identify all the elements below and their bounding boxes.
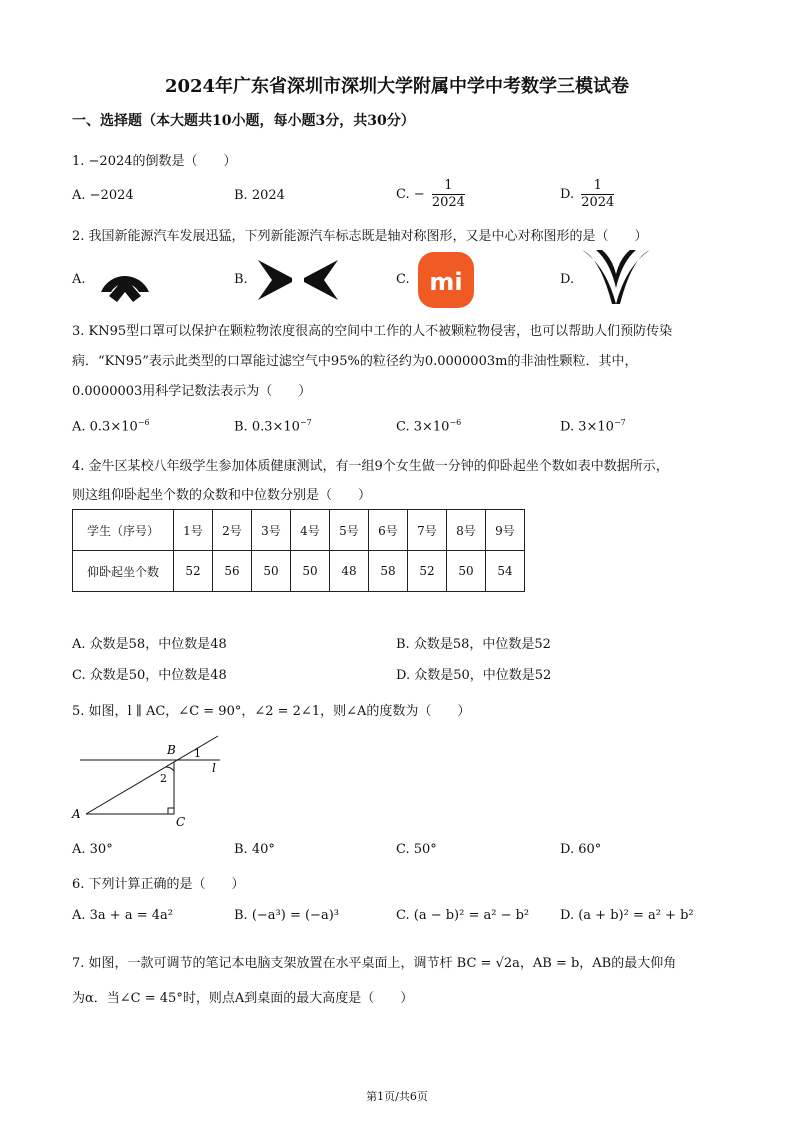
logo-xpeng-icon: [258, 258, 338, 302]
table-cell: 48: [330, 551, 369, 592]
table-cell: 52: [174, 551, 213, 592]
q1-option-d: D. $\frac{1}{2024}$: [560, 178, 615, 210]
table-header-row: [73, 510, 525, 551]
section-heading: 一、选择题（本大题共10小题，每小题3分，共30分）: [72, 113, 415, 129]
table-cell: 1号: [174, 510, 213, 551]
q3-option-a: A. $0.3\times 10^{-6}$: [72, 418, 150, 435]
q5-option-c: C. 50°: [396, 842, 437, 857]
triangle-figure: [70, 730, 230, 830]
q2-option-c-label: C.: [396, 272, 410, 287]
q5-option-a: A. 30°: [72, 842, 113, 857]
table-cell: 9号: [486, 510, 525, 551]
table-cell: 5号: [330, 510, 369, 551]
q3-option-d: D. $3\times 10^{-7}$: [560, 418, 626, 435]
table-cell: 50: [447, 551, 486, 592]
sit-up-data-table: [72, 509, 525, 592]
table-cell: 52: [408, 551, 447, 592]
label-angle-2: 2: [160, 772, 167, 785]
label-l: l: [212, 761, 216, 775]
q4-option-a: A. 众数是58，中位数是48: [72, 637, 227, 652]
label-a: A: [72, 807, 81, 821]
q6-option-b: B. (−a³) = (−a)³: [234, 908, 339, 923]
table-cell: 58: [369, 551, 408, 592]
question-6-stem: 6. 下列计算正确的是（ ）: [72, 877, 245, 892]
table-cell: 8号: [447, 510, 486, 551]
question-3-line-3: 0.0000003用科学记数法表示为（ ）: [72, 384, 312, 399]
angle-2-arc: [166, 767, 174, 771]
table-cell: 50: [252, 551, 291, 592]
question-7-line-2: 为α．当∠C = 45°时，则点A到桌面的最大高度是（ ）: [72, 991, 414, 1006]
question-2-stem: 2. 我国新能源汽车发展迅猛，下列新能源汽车标志既是轴对称图形，又是中心对称图形的是（ ）: [72, 229, 648, 244]
label-angle-1: 1: [194, 747, 201, 760]
table-cell: 54: [486, 551, 525, 592]
q6-option-a: A. 3a + a = 4a²: [72, 908, 173, 923]
question-3-line-2: 病．“KN95”表示此类型的口罩能过滤空气中95%的粒径约为0.0000003m的非油性颗粒．其中，: [72, 354, 638, 369]
logo-byd-wings-icon: [580, 248, 652, 306]
table-cell: 7号: [408, 510, 447, 551]
table-cell: 2号: [213, 510, 252, 551]
label-c: C: [176, 815, 186, 829]
question-7-line-1: 7. 如图，一款可调节的笔记本电脑支架放置在水平桌面上，调节杆 BC = √2a，AB = b，AB的最大仰角: [72, 956, 677, 971]
table-cell: 4号: [291, 510, 330, 551]
q4-option-b: B. 众数是58，中位数是52: [396, 637, 551, 652]
q2-option-a-label: A.: [72, 272, 86, 287]
table-cell: 50: [291, 551, 330, 592]
q5-option-b: B. 40°: [234, 842, 275, 857]
q1-option-c: C. − $\frac{1}{2024}$: [396, 178, 465, 210]
table-cell: 学生（序号）: [73, 510, 174, 551]
q6-option-d: D. (a + b)² = a² + b²: [560, 908, 694, 923]
label-b: B: [167, 743, 176, 757]
q3-option-c: C. $3\times 10^{-6}$: [396, 418, 462, 435]
table-cell: 56: [213, 551, 252, 592]
right-angle-mark: [168, 808, 174, 814]
q4-option-c: C. 众数是50，中位数是48: [72, 668, 227, 683]
q5-option-d: D. 60°: [560, 842, 602, 857]
q1-option-a: A. −2024: [72, 188, 134, 203]
question-4-line-1: 4. 金牛区某校八年级学生参加体质健康测试，有一组9个女生做一分钟的仰卧起坐个数如表中数据所示，: [72, 459, 669, 474]
table-cell: 6号: [369, 510, 408, 551]
question-3-line-1: 3. KN95型口罩可以保护在颗粒物浓度很高的空间中工作的人不被颗粒物侵害，也可以帮助人们预防传染: [72, 324, 673, 339]
question-1-stem: 1. −2024的倒数是（ ）: [72, 154, 237, 169]
question-5-stem: 5. 如图，l ∥ AC，∠C = 90°，∠2 = 2∠1，则∠A的度数为（ ）: [72, 704, 471, 719]
q4-option-d: D. 众数是50，中位数是52: [396, 668, 552, 683]
q1-option-b: B. 2024: [234, 188, 285, 203]
page-title: 2024年广东省深圳市深圳大学附属中学中考数学三模试卷: [164, 76, 630, 97]
q3-option-b: B. $0.3\times 10^{-7}$: [234, 418, 312, 435]
table-cell: 3号: [252, 510, 291, 551]
q2-option-b-label: B.: [234, 272, 248, 287]
svg-text:mi: mi: [429, 268, 463, 296]
table-cell: 仰卧起坐个数: [73, 551, 174, 592]
q2-option-d-label: D.: [560, 272, 575, 287]
question-4-line-2: 则这组仰卧起坐个数的众数和中位数分别是（ ）: [72, 488, 372, 503]
q6-option-c: C. (a − b)² = a² − b²: [396, 908, 530, 923]
logo-nio-icon: [95, 252, 155, 304]
page-footer: 第1页/共6页: [366, 1090, 428, 1103]
table-row: [73, 551, 525, 592]
logo-xiaomi-icon: [418, 252, 474, 308]
